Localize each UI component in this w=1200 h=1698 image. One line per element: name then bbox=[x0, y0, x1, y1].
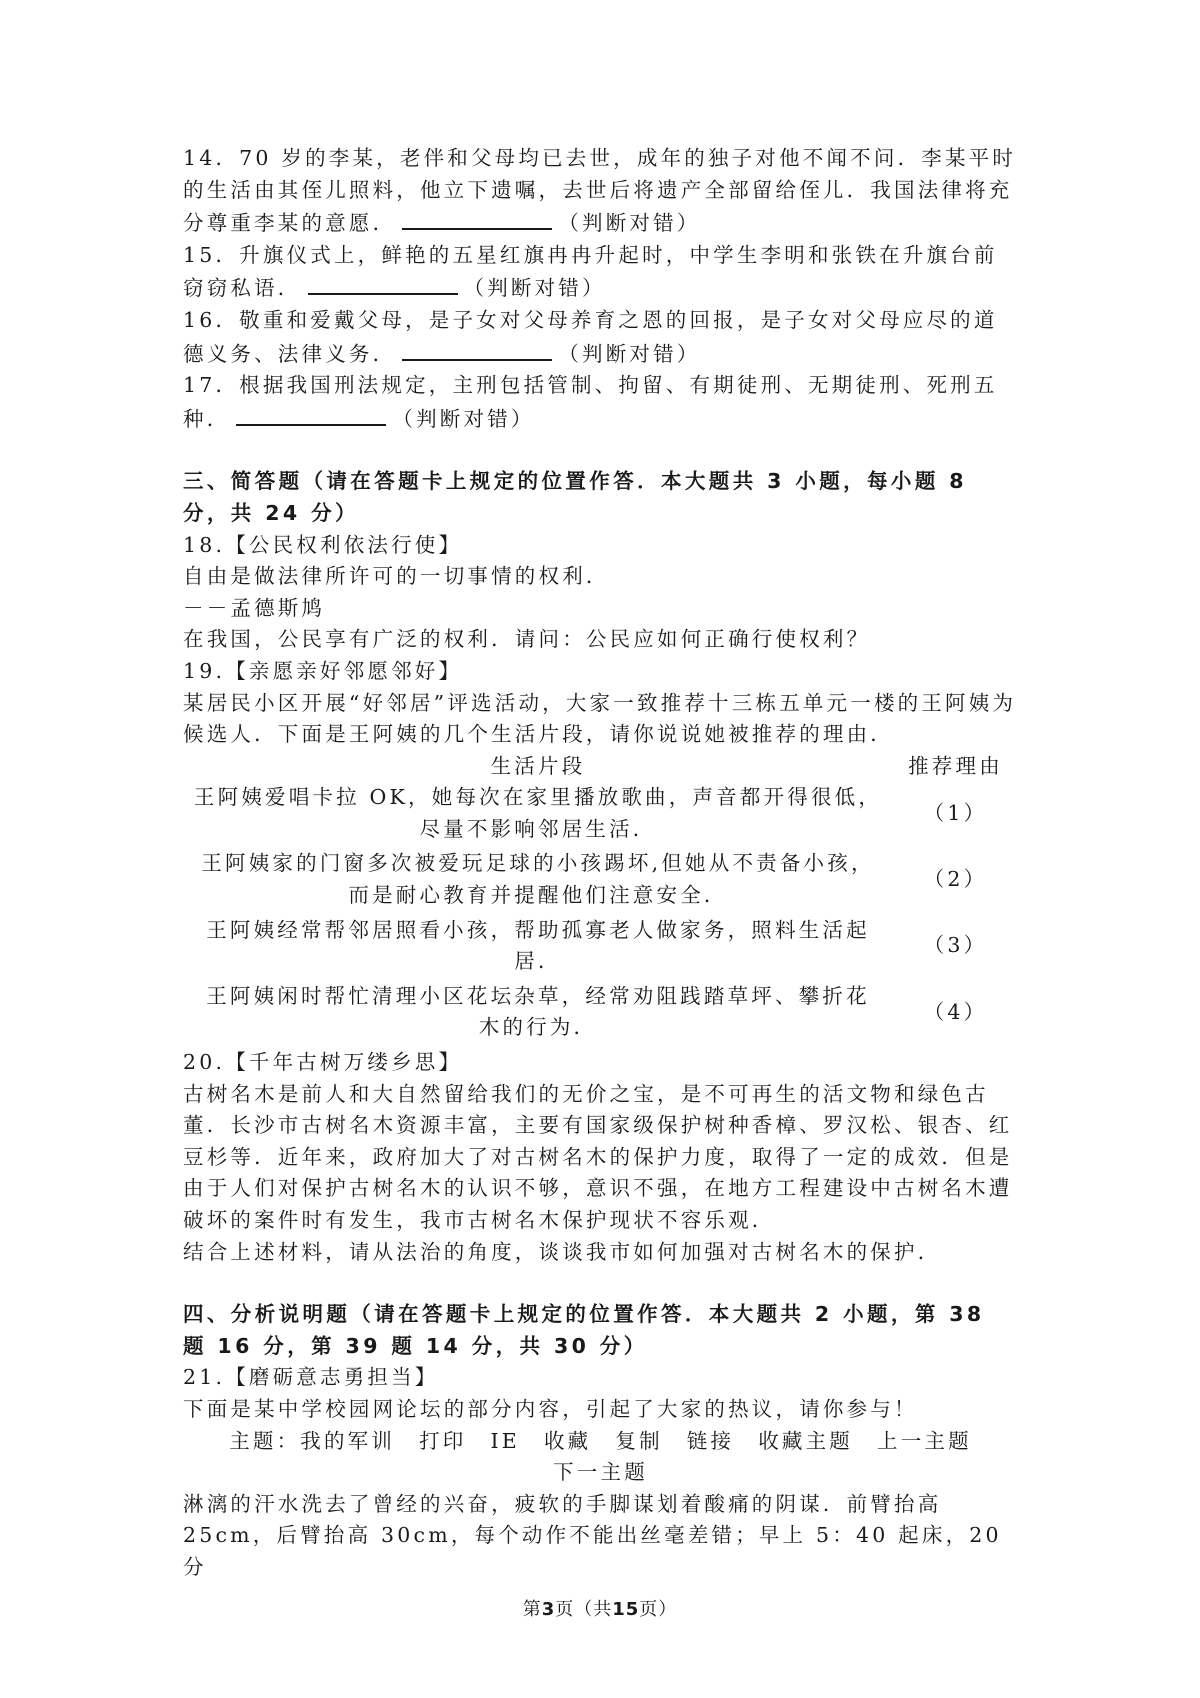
question-21-body: 淋漓的汗水洗去了曾经的兴奋，疲软的手脚谋划着酸痛的阴谋．前臂抬高 25cm，后臂抬高 30cm，每个动作不能出丝毫差错；早上 5：40 起床，20 分 bbox=[183, 1491, 1002, 1579]
section-4-title: 四、分析说明题（请在答题卡上规定的位置作答．本大题共 2 小题，第 38 题 16 分，第 39 题 14 分，共 30 分） bbox=[183, 1302, 985, 1358]
forum-ie-link: IE bbox=[490, 1428, 520, 1453]
footer-pre: 第 bbox=[522, 1599, 542, 1620]
table-row bbox=[183, 915, 1018, 981]
question-18-author: －－孟德斯鸠 bbox=[183, 595, 326, 620]
footer-post: 页） bbox=[639, 1599, 678, 1620]
forum-topic: 主题：我的军训 bbox=[229, 1428, 396, 1453]
event-line: 木的行为． bbox=[478, 1015, 598, 1040]
event-line: 而是耐心教育并提醒他们注意安全． bbox=[348, 883, 728, 908]
question-18-heading: 18.【公民权利依法行使】 bbox=[183, 532, 463, 557]
page-content bbox=[183, 143, 1018, 1584]
question-17-suffix: （判断对错） bbox=[392, 406, 535, 431]
question-21-intro: 下面是某中学校园网论坛的部分内容，引起了大家的热议，请你参与！ bbox=[183, 1396, 918, 1421]
forum-toolbar bbox=[183, 1426, 1018, 1489]
event-cell bbox=[183, 848, 893, 914]
reason-cell: （2） bbox=[923, 867, 988, 892]
page-footer bbox=[0, 1595, 1200, 1621]
question-18-question: 在我国，公民享有广泛的权利．请问：公民应如何正确行使权利？ bbox=[183, 627, 871, 652]
question-19-heading: 19.【亲愿亲好邻愿邻好】 bbox=[183, 658, 463, 683]
reason-cell: （3） bbox=[923, 933, 988, 958]
question-21-heading: 21.【磨砺意志勇担当】 bbox=[183, 1365, 439, 1390]
column-header-event: 生活片段 bbox=[490, 753, 586, 778]
event-line: 居． bbox=[514, 949, 562, 974]
forum-favorite-topic-link: 收藏主题 bbox=[758, 1428, 853, 1453]
event-line: 王阿姨经常帮邻居照看小孩，帮助孤寡老人做家务，照料生活起 bbox=[206, 917, 870, 942]
question-20-question: 结合上述材料，请从法治的角度，谈谈我市如何加强对古树名木的保护． bbox=[183, 1239, 942, 1264]
event-line: 王阿姨闲时帮忙清理小区花坛杂草，经常劝阻践踏草坪、攀折花 bbox=[206, 983, 870, 1008]
question-20-body: 古树名木是前人和大自然留给我们的无价之宝，是不可再生的活文物和绿色古董．长沙市古树名木资源丰富，主要有国家级保护树种香樟、罗汉松、银杏、红豆杉等．近年来，政府加大了对古树名木的保护力度，取得了一定的成效．但是由于人们对保护古树名木的认识不够，意识不强，在地方工程建设中古树名木遭破坏的案件时有发生，我市古树名木保护现状不容乐观． bbox=[183, 1081, 1013, 1232]
table-row bbox=[183, 848, 1018, 914]
question-19-intro: 某居民小区开展“好邻居”评选活动，大家一致推荐十三栋五单元一楼的王阿姨为候选人．下面是王阿姨的几个生活片段，请你说说她被推荐的理由． bbox=[183, 690, 1017, 747]
question-16 bbox=[183, 305, 1018, 370]
question-18-quote: 自由是做法律所许可的一切事情的权利． bbox=[183, 564, 610, 589]
answer-blank-15[interactable] bbox=[308, 271, 458, 295]
event-cell bbox=[183, 915, 893, 981]
question-17 bbox=[183, 370, 1018, 435]
forum-copy-link: 复制 bbox=[615, 1428, 663, 1453]
section-3-title: 三、简答题（请在答题卡上规定的位置作答．本大题共 3 小题，每小题 8 分，共 24 分） bbox=[183, 469, 967, 525]
answer-blank-17[interactable] bbox=[236, 402, 386, 426]
question-16-text: 16．敬重和爱戴父母，是子女对父母养育之恩的回报，是子女对父母应尽的道德义务、法律义务． bbox=[183, 307, 998, 366]
footer-total-pages: 15 bbox=[612, 1599, 640, 1620]
forum-print-link: 打印 bbox=[419, 1428, 467, 1453]
table-row bbox=[183, 981, 1018, 1047]
footer-mid: 页（共 bbox=[555, 1599, 613, 1620]
question-15-suffix: （判断对错） bbox=[463, 276, 606, 301]
footer-page-number: 3 bbox=[541, 1599, 556, 1620]
forum-next-topic-link: 下一主题 bbox=[553, 1460, 648, 1485]
question-17-text: 17．根据我国刑法规定，主刑包括管制、拘留、有期徒刑、无期徒刑、死刑五种． bbox=[183, 373, 998, 431]
question-15 bbox=[183, 240, 1018, 305]
question-14-suffix: （判断对错） bbox=[558, 211, 701, 236]
table-row bbox=[183, 782, 1018, 848]
reason-cell: （4） bbox=[923, 999, 988, 1024]
event-cell bbox=[183, 782, 893, 848]
question-14-text: 14．70 岁的李某，老伴和父母均已去世，成年的独子对他不闻不问．李某平时的生活由其侄儿照料，他立下遗嘱，去世后将遗产全部留给侄儿．我国法律将充分尊重李某的意愿． bbox=[183, 146, 1017, 236]
question-15-text: 15．升旗仪式上，鲜艳的五星红旗冉冉升起时，中学生李明和张铁在升旗台前窃窃私语． bbox=[183, 242, 998, 301]
reason-cell: （1） bbox=[923, 801, 988, 826]
question-16-suffix: （判断对错） bbox=[558, 341, 701, 366]
event-line: 王阿姨家的门窗多次被爱玩足球的小孩踢坏,但她从不责备小孩， bbox=[201, 851, 875, 876]
event-cell bbox=[183, 981, 893, 1047]
question-20-heading: 20.【千年古树万缕乡思】 bbox=[183, 1050, 463, 1075]
forum-prev-topic-link: 上一主题 bbox=[877, 1428, 972, 1453]
column-header-reason: 推荐理由 bbox=[908, 753, 1003, 778]
event-line: 尽量不影响邻居生活． bbox=[419, 816, 657, 841]
forum-link-link: 链接 bbox=[686, 1428, 735, 1453]
question-14 bbox=[183, 143, 1018, 240]
forum-favorite-link: 收藏 bbox=[543, 1428, 592, 1453]
event-line: 王阿姨爱唱卡拉 OK，她每次在家里播放歌曲，声音都开得很低， bbox=[193, 785, 883, 810]
life-snippets-table bbox=[183, 751, 1018, 1047]
table-header-row bbox=[183, 751, 1018, 783]
answer-blank-14[interactable] bbox=[402, 206, 552, 230]
answer-blank-16[interactable] bbox=[402, 337, 552, 361]
